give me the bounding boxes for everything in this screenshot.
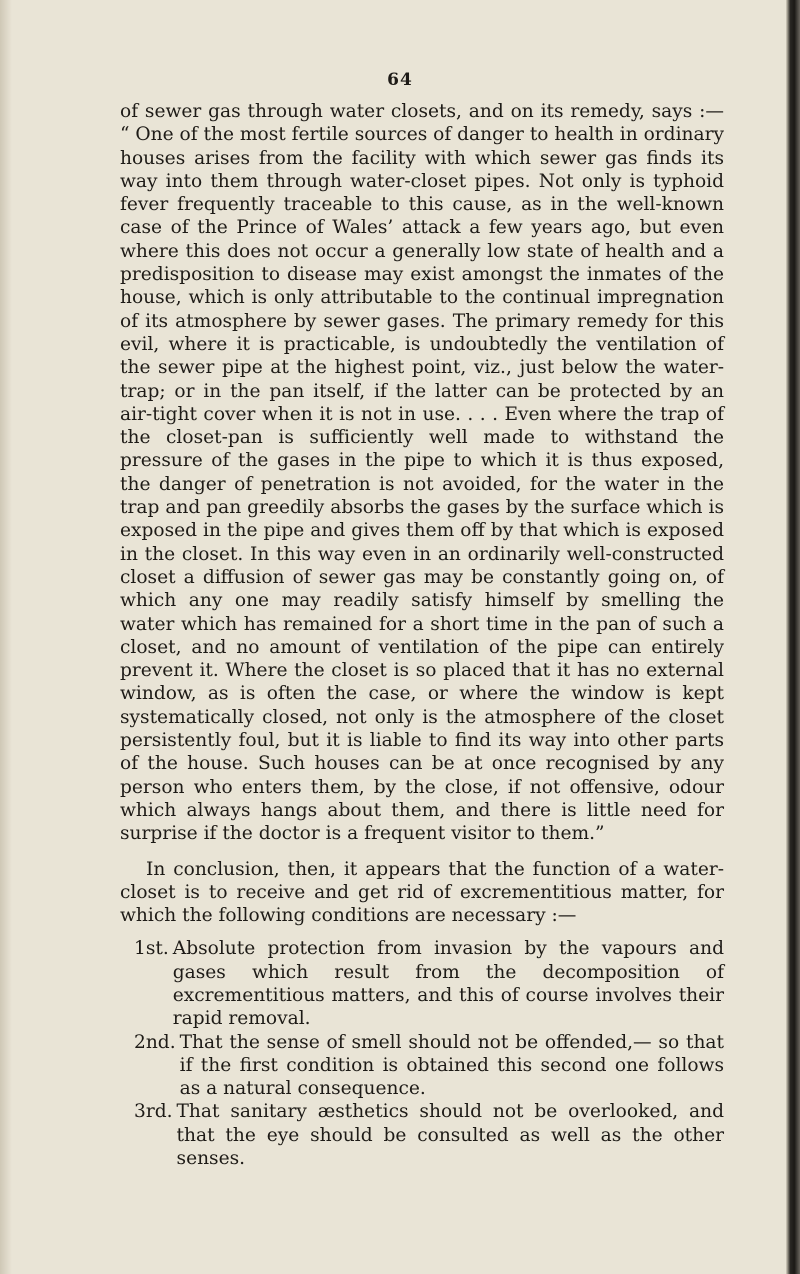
condition-item bbox=[120, 937, 724, 1030]
condition-number: 1st. bbox=[134, 938, 169, 960]
quoted-paragraph: of sewer gas through water closets, and on its remedy, says :— “ One of the most fertile sources of danger to health in ordinary houses arises from the facility with which sewer gas finds its way into them through water-closet pipes. Not only is typhoid fever frequently traceable to this cause, as in the well-known case of the Prince of Wales’ attack a few years ago, but even where this does not occur a generally low state of health and a predisposition to disease may exist amongst the inmates of the house, which is only attributable to the continual impregnation of its atmosphere by sewer gases. The primary remedy for this evil, where it is practicable, is undoubtedly the ventilation of the sewer pipe at the highest point, viz., just below the water-trap; or in the pan itself, if the latter can be protected by an air-tight cover when it is not in use. . . . Even where the trap of the closet-pan is sufficiently well made to withstand the pressure of the gases in the pipe to which it is thus exposed, the danger of penetration is not avoided, for the water in the trap and pan greedily absorbs the gases by the surface which is exposed in the pipe and gives them off by that which is exposed in the closet. In this way even in an ordinarily well-constructed closet a diffusion of sewer gas may be constantly going on, of which any one may readily satisfy himself by smelling the water which has remained for a short time in the pan of such a closet, and no amount of ventilation of the pipe can entirely prevent it. Where the closet is so placed that it has no external window, as is often the case, or where the window is kept systematically closed, not only is the atmosphere of the closet persistently foul, but it is liable to find its way into other parts of the house. Such houses can be at once recognised by any person who enters them, by the close, if not offensive, odour which always hangs about them, and there is little need for surprise if the doctor is a frequent visitor to them.” bbox=[120, 101, 724, 845]
condition-text: That the sense of smell should not be offended,— so that if the first condition is obtained this second one follows as a natural consequence. bbox=[179, 1031, 724, 1100]
page-body bbox=[120, 100, 724, 1170]
condition-text: Absolute protection from invasion by the vapours and gases which result from the decomposition of excrementitious matters, and this of course involves their rapid removal. bbox=[172, 938, 724, 1030]
conditions-list bbox=[120, 937, 724, 1170]
condition-item bbox=[120, 1100, 724, 1170]
condition-number: 3rd. bbox=[134, 1101, 173, 1123]
condition-item bbox=[120, 1031, 724, 1101]
conclusion-paragraph: In conclusion, then, it appears that the function of a water-closet is to receive and get rid of excrementitious matter, for which the following conditions are necessary :— bbox=[120, 858, 724, 927]
condition-text: That sanitary æsthetics should not be overlooked, and that the eye should be consulted as well as the other senses. bbox=[176, 1101, 724, 1170]
page-shadow bbox=[0, 0, 12, 1274]
book-binding-edge bbox=[786, 0, 800, 1274]
page-number: 64 bbox=[387, 70, 413, 90]
condition-number: 2nd. bbox=[134, 1031, 176, 1053]
